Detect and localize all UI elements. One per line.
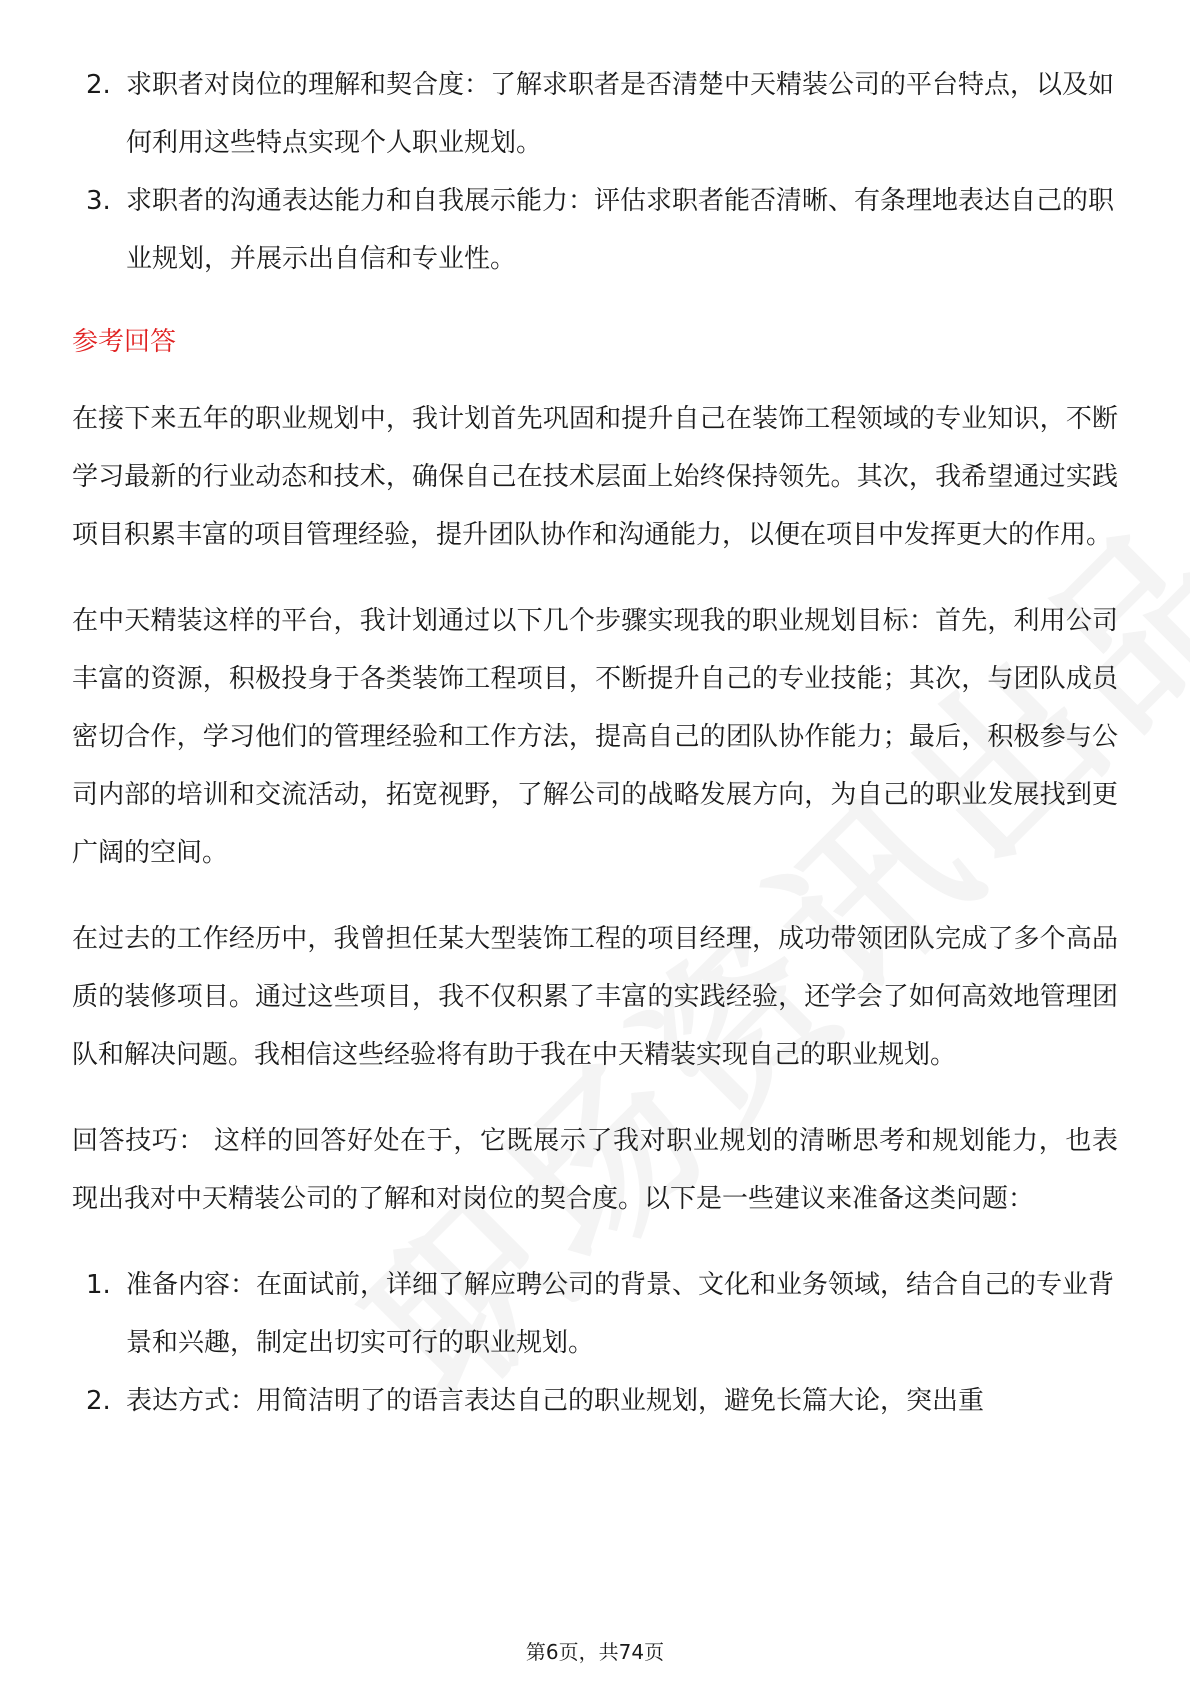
tips-paragraph: 回答技巧： 这样的回答好处在于，它既展示了我对职业规划的清晰思考和规划能力，也表现出我对中天精装公司的了解和对岗位的契合度。以下是一些建议来准备这类问题： bbox=[72, 1126, 1118, 1214]
list-text: 准备内容：在面试前，详细了解应聘公司的背景、文化和业务领域，结合自己的专业背景和兴趣，制定出切实可行的职业规划。 bbox=[126, 1270, 1115, 1358]
list-text: 求职者的沟通表达能力和自我展示能力：评估求职者能否清晰、有条理地表达自己的职业规划，并展示出自信和专业性。 bbox=[126, 186, 1115, 274]
list-item bbox=[72, 56, 1118, 172]
list-number: 2. bbox=[86, 70, 111, 100]
list-item bbox=[72, 1372, 1118, 1430]
page-footer: 第6页，共74页 bbox=[525, 1640, 665, 1664]
answer-paragraph: 在接下来五年的职业规划中，我计划首先巩固和提升自己在装饰工程领域的专业知识，不断学习最新的行业动态和技术，确保自己在技术层面上始终保持领先。其次，我希望通过实践项目积累丰富的项目管理经验，提升团队协作和沟通能力，以便在项目中发挥更大的作用。 bbox=[72, 404, 1118, 550]
tips-list bbox=[72, 1256, 1118, 1430]
list-number: 2. bbox=[86, 1386, 111, 1416]
list-item bbox=[72, 1256, 1118, 1372]
list-text: 求职者对岗位的理解和契合度：了解求职者是否清楚中天精装公司的平台特点，以及如何利用这些特点实现个人职业规划。 bbox=[126, 70, 1115, 158]
answer-paragraph: 在中天精装这样的平台，我计划通过以下几个步骤实现我的职业规划目标：首先，利用公司丰富的资源，积极投身于各类装饰工程项目，不断提升自己的专业技能；其次，与团队成员密切合作，学习他们的管理经验和工作方法，提高自己的团队协作能力；最后，积极参与公司内部的培训和交流活动，拓宽视野，了解公司的战略发展方向，为自己的职业发展找到更广阔的空间。 bbox=[72, 606, 1118, 868]
list-item bbox=[72, 172, 1118, 288]
list-text: 表达方式：用简洁明了的语言表达自己的职业规划，避免长篇大论，突出重 bbox=[126, 1386, 985, 1416]
section-heading: 参考回答 bbox=[72, 327, 177, 357]
list-number: 3. bbox=[86, 186, 111, 216]
page-content bbox=[72, 56, 1118, 1430]
list-number: 1. bbox=[86, 1270, 111, 1300]
answer-paragraph: 在过去的工作经历中，我曾担任某大型装饰工程的项目经理，成功带领团队完成了多个高品质的装修项目。通过这些项目，我不仅积累了丰富的实践经验，还学会了如何高效地管理团队和解决问题。我相信这些经验将有助于我在中天精装实现自己的职业规划。 bbox=[72, 924, 1118, 1070]
criteria-list bbox=[72, 56, 1118, 288]
